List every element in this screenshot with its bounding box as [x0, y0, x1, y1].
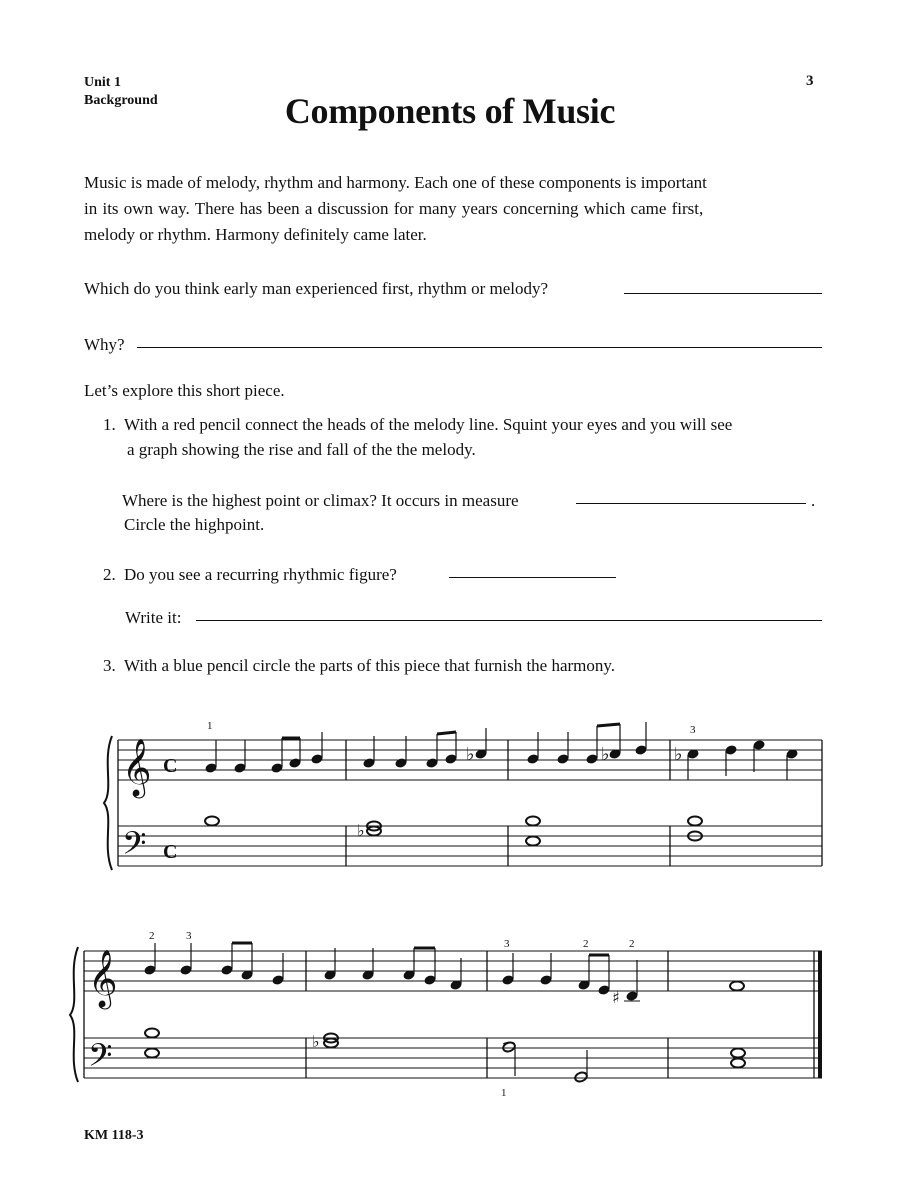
intro-line-1: Music is made of melody, rhythm and harmony. Each one of these components is important	[84, 173, 707, 192]
item2-write-label: Write it:	[125, 608, 182, 627]
system-1	[104, 736, 822, 870]
page-number: 3	[806, 73, 814, 89]
footer-code: KM 118-3	[84, 1128, 144, 1143]
flat-sign-bass-2: ♭	[312, 1032, 320, 1051]
item2-text: Do you see a recurring rhythmic figure?	[124, 565, 397, 584]
item1-circle-text: Circle the highpoint.	[124, 515, 265, 534]
item1-period: .	[811, 491, 816, 510]
intro-line-2: in its own way. There has been a discussion for many years concerning which came first,	[84, 199, 704, 218]
section-label: Background	[84, 93, 158, 108]
fingering-8: 1	[501, 1087, 507, 1099]
fingering-7: 2	[629, 938, 635, 950]
question-why-text: Why?	[84, 335, 125, 354]
time-signature-bass-1: C	[163, 841, 178, 863]
treble-clef-icon: 𝄞	[122, 738, 152, 796]
treble-clef-icon-2: 𝄞	[88, 949, 118, 1007]
unit-label: Unit 1	[84, 75, 121, 90]
item3-number: 3.	[103, 656, 116, 675]
explore-text: Let’s explore this short piece.	[84, 381, 285, 400]
svg-text:♭: ♭	[674, 744, 683, 765]
treble-whole-note	[730, 982, 744, 991]
fingering-2: 3	[690, 724, 696, 736]
treble-notes-2	[144, 943, 640, 1001]
fingering-3: 2	[149, 930, 155, 942]
item2-number: 2.	[103, 565, 116, 584]
svg-text:♭: ♭	[466, 744, 475, 765]
item1-line-1: With a red pencil connect the heads of the melody line. Squint your eyes and you will see	[124, 415, 733, 434]
flat-signs-1	[466, 744, 683, 765]
fingering-5: 3	[504, 938, 510, 950]
time-signature-treble-1: C	[163, 755, 178, 777]
fingering-4: 3	[186, 930, 192, 942]
item1-line-2: a graph showing the rise and fall of the the melody.	[127, 440, 476, 459]
bass-notes-2	[142, 1029, 745, 1083]
item3-text: With a blue pencil circle the parts of this piece that furnish the harmony.	[124, 656, 616, 675]
flat-sign-bass-1: ♭	[357, 821, 365, 840]
question-first-text: Which do you think early man experienced first, rhythm or melody?	[84, 279, 549, 298]
bass-notes-1	[202, 817, 705, 846]
item1-number: 1.	[103, 415, 116, 434]
fingering-6: 2	[583, 938, 589, 950]
fingering-1: 1	[207, 720, 213, 732]
item1-where-text: Where is the highest point or climax? It occurs in measure	[122, 491, 519, 510]
bass-clef-icon: 𝄢	[122, 825, 147, 869]
treble-notes-1	[205, 722, 798, 780]
intro-line-3: melody or rhythm. Harmony definitely came later.	[84, 225, 427, 244]
bass-clef-icon-2: 𝄢	[88, 1037, 113, 1081]
page-title: Components of Music	[284, 91, 616, 131]
svg-text:♭: ♭	[601, 744, 610, 765]
sharp-sign: ♯	[612, 988, 620, 1007]
